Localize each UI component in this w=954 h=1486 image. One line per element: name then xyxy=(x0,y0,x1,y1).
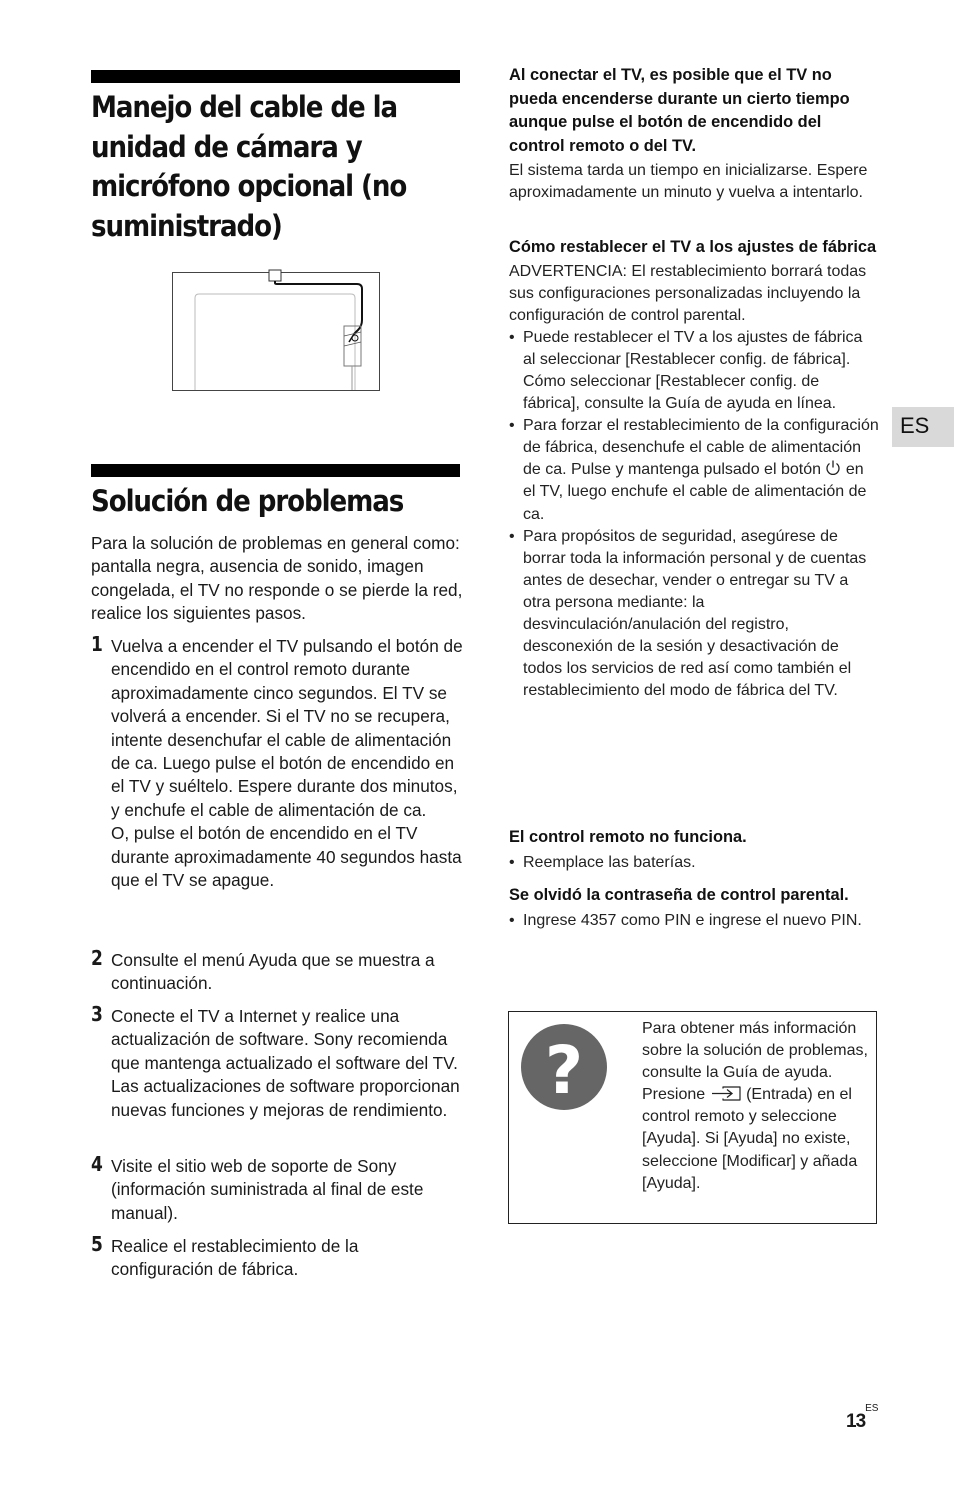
list-item-text: Para forzar el restablecimiento de la configuración de fábrica, desenchufe el cable de alimentación de ca. Pulse y mantenga pulsado el botón xyxy=(523,417,879,479)
step-number: 3 xyxy=(91,1002,103,1026)
block-heading: El control remoto no funciona. xyxy=(509,828,747,846)
step-3 xyxy=(91,1002,463,1122)
block-heading: Cómo restablecer el TV a los ajustes de fábrica xyxy=(509,238,877,256)
block-remote xyxy=(509,826,879,874)
step-2 xyxy=(91,946,463,996)
page-number-suffix: ES xyxy=(865,1402,879,1414)
list-item: • Reemplace las baterías. xyxy=(509,852,879,874)
list-item-text: en el TV, luego enchufe el cable de alimentación de ca. xyxy=(523,461,867,523)
input-icon xyxy=(710,1086,742,1101)
step-text: Consulte el menú Ayuda que se muestra a continuación. xyxy=(111,950,435,994)
step-1 xyxy=(91,632,463,892)
block-warning: ADVERTENCIA: El restablecimiento borrará todas sus configuraciones personalizadas incluyendo la configuración de control parental. xyxy=(509,262,867,324)
help-text-a: Para obtener más información sobre la solución de problemas, consulte la Guía de ayuda. Presione xyxy=(642,1020,868,1104)
list-item: • Ingrese 4357 como PIN e ingrese el nuevo PIN. xyxy=(509,910,879,932)
list-item xyxy=(509,415,879,525)
step-text-alt: O, pulse el botón de encendido en el TV durante aproximadamente 40 segundos hasta que el TV se apague. xyxy=(111,823,462,891)
help-text-b: (Entrada) en el control remoto y seleccione [Ayuda]. Si [Ayuda] no existe, seleccione [Modificar] y añada [Ayuda]. xyxy=(642,1086,858,1192)
page-number xyxy=(846,1402,879,1433)
step-number: 5 xyxy=(91,1232,103,1256)
step-text: Conecte el TV a Internet y realice una actualización de software. Sony recomienda que mantenga actualizado el software del TV. Las actualizaciones de software proporcionan nuevas funciones y mejoras de rendimiento. xyxy=(111,1006,460,1120)
section-title-troubleshooting: Solución de problemas xyxy=(91,484,404,518)
list-item: • Para propósitos de seguridad, asegúrese de borrar toda la información personal y de cuentas antes de desechar, vender o entregar su TV a otra persona mediante: la desvinculación/anulación del registro, desconexión de la sesión y desactivación de todos los servicios de red así como también el restablecimiento del modo de fábrica del TV. xyxy=(509,526,879,703)
language-tab-label: ES xyxy=(900,413,930,438)
tv-cable-illustration xyxy=(171,268,383,394)
block-tv-no-power xyxy=(509,64,879,204)
block-heading: Se olvidó la contraseña de control parental. xyxy=(509,886,849,904)
help-info-box xyxy=(508,1011,877,1224)
step-4 xyxy=(91,1152,463,1225)
help-info-text xyxy=(642,1018,874,1195)
section-rule-troubleshoot xyxy=(91,464,460,477)
svg-text:?: ? xyxy=(544,1032,584,1109)
block-factory-reset xyxy=(509,236,879,702)
list-item: • Puede restablecer el TV a los ajustes de fábrica al seleccionar [Restablecer config. de fábrica]. Cómo seleccionar [Restablecer config. de fábrica], consulte la Guía de ayuda en línea. xyxy=(509,327,879,415)
step-text: Visite el sitio web de soporte de Sony (información suministrada al final de este manual). xyxy=(111,1156,424,1223)
step-number: 1 xyxy=(91,632,103,656)
block-heading: Al conectar el TV, es posible que el TV no pueda encenderse durante un cierto tiempo aunque pulse el botón de encendido del control remoto o del TV. xyxy=(509,66,850,155)
block-body: El sistema tarda un tiempo en inicializarse. Espere aproximadamente un minuto y vuelva a intentarlo. xyxy=(509,162,868,202)
block-parental-password xyxy=(509,884,879,932)
question-mark-icon xyxy=(520,1023,608,1111)
language-tab xyxy=(892,407,954,447)
section-rule-top xyxy=(91,70,460,83)
step-text: Realice el restablecimiento de la configuración de fábrica. xyxy=(111,1236,359,1280)
page-number-value: 13 xyxy=(846,1411,866,1432)
step-text: Vuelva a encender el TV pulsando el botón de encendido en el control remoto durante aproximadamente cinco segundos. El TV se volverá a encender. Si el TV no se recupera, intente desenchufar el cable de alimentación de ca. Luego pulse el botón de encendido en el TV y suéltelo. Espere durante dos minutos, y enchufe el cable de alimentación de ca. xyxy=(111,636,463,820)
section-title-cable: Manejo del cable de la unidad de cámara y micrófono opcional (no suministrado) xyxy=(91,90,407,243)
power-icon xyxy=(825,459,841,476)
troubleshooting-intro: Para la solución de problemas en general como: pantalla negra, ausencia de sonido, imagen congelada, el TV no responde o se pierde la red, realice los siguientes pasos. xyxy=(91,533,463,624)
step-number: 2 xyxy=(91,946,103,970)
step-number: 4 xyxy=(91,1152,103,1176)
step-5 xyxy=(91,1232,463,1282)
